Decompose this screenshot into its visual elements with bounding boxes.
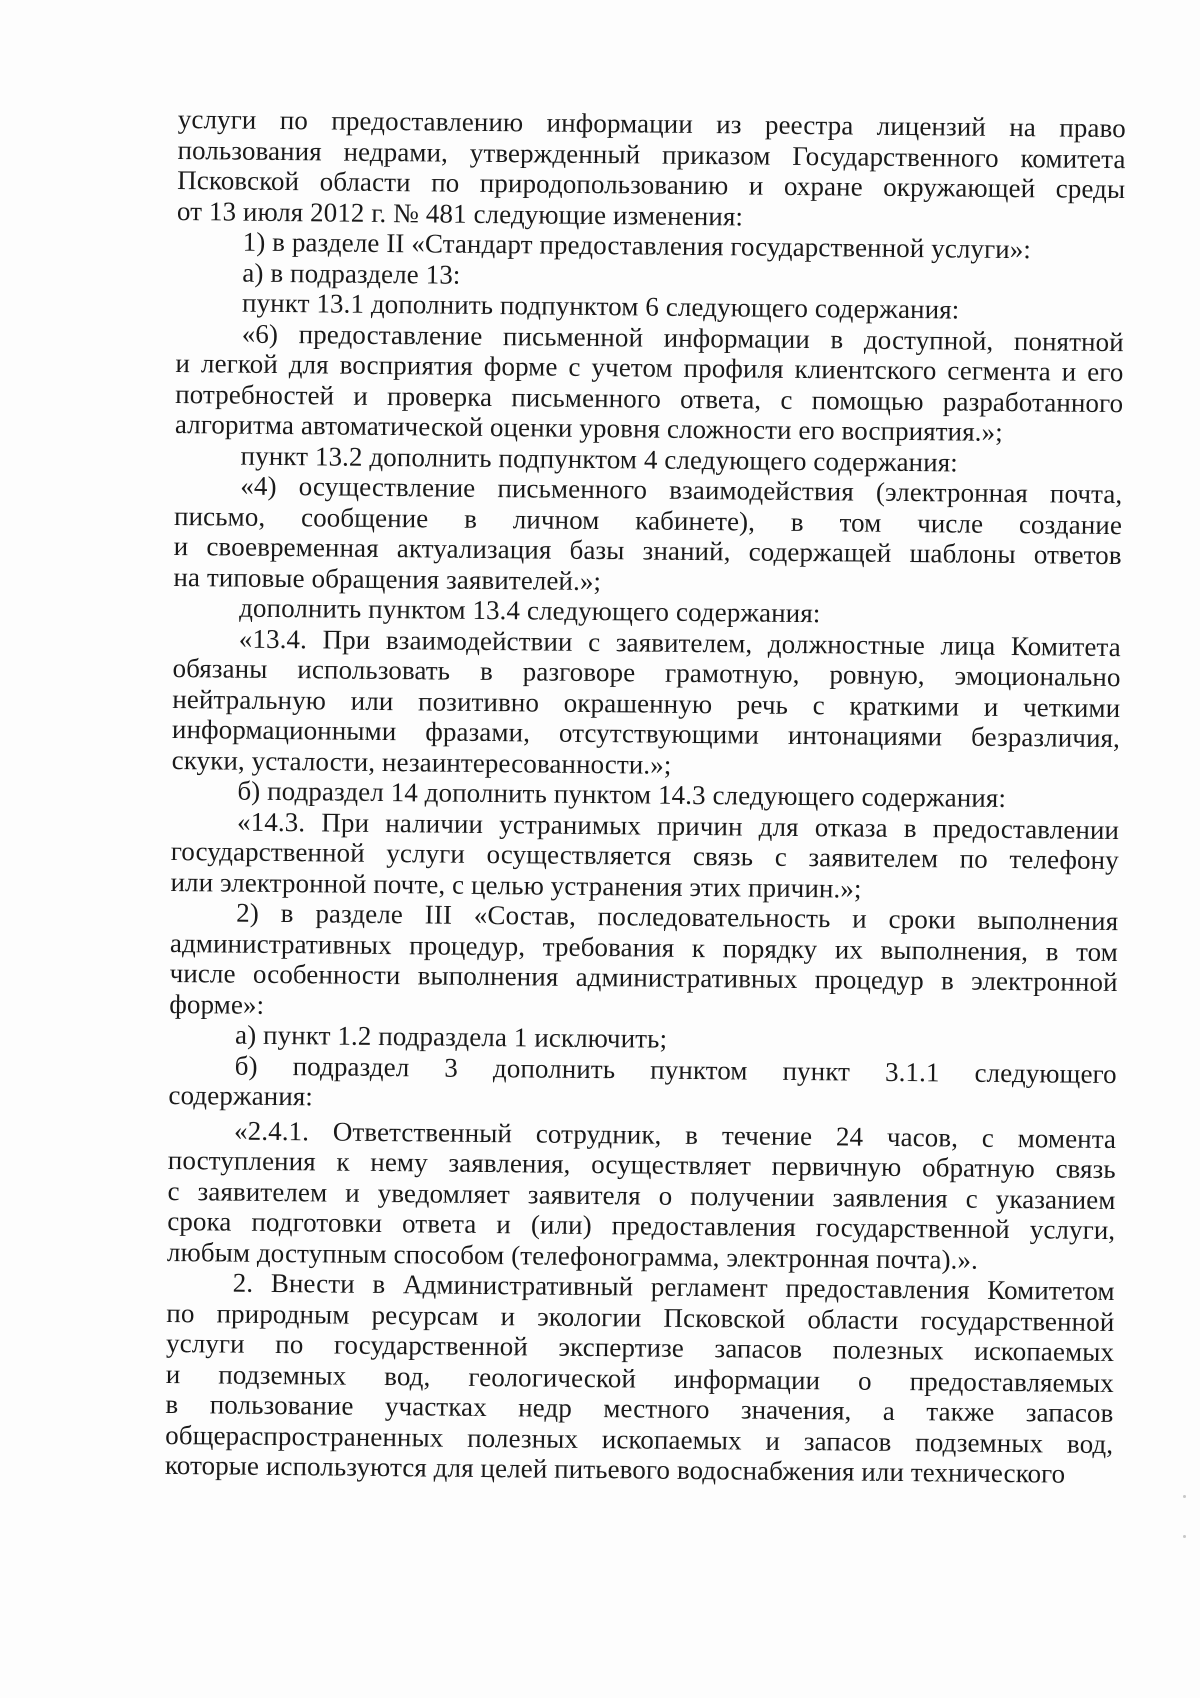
text-line: услуги по предоставлению информации из реестра лицензий на право: [177, 104, 1126, 144]
text-line: государственной услуги осуществляется связь с заявителем по телефону: [170, 835, 1119, 876]
document-body: [165, 104, 1126, 1490]
text-line: обязаны использовать в разговоре грамотную, ровную, эмоционально: [172, 652, 1121, 693]
text-line: пользования недрами, утвержденный приказом Государственного комитета: [177, 134, 1126, 174]
scan-speck: [1183, 1535, 1186, 1538]
text-line: «2.4.1. Ответственный сотрудник, в течение 24 часов, с момента: [234, 1115, 1117, 1154]
paragraph: [170, 805, 1119, 906]
text-line: по природным ресурсам и экологии Псковской области государственной: [166, 1297, 1115, 1337]
text-line: срока подготовки ответа и (или) предоставления государственной услуги,: [167, 1205, 1116, 1246]
text-line: форме»:: [169, 988, 265, 1020]
text-line: потребностей и проверка письменного ответа, с помощью разработанного: [175, 378, 1124, 418]
text-line: «6) предоставление письменной информации в доступной, понятной: [241, 318, 1124, 357]
text-line: б) подраздел 3 дополнить пунктом пункт 3.1.1 следующего: [234, 1050, 1117, 1089]
text-line: и подземных вод, геологической информации о предоставляемых: [165, 1358, 1114, 1398]
text-line: от 13 июля 2012 г. № 481 следующие изменения:: [176, 195, 744, 231]
text-line: а) в подразделе 13:: [242, 257, 461, 290]
text-line: которые используются для целей питьевого водоснабжения или технического: [164, 1449, 1066, 1489]
text-line: б) подраздел 14 дополнить пунктом 14.3 следующего содержания:: [237, 775, 1007, 813]
text-line: «14.3. При наличии устранимых причин для отказа в предоставлении: [236, 806, 1120, 845]
text-line: числе особенности выполнения административных процедур в электронной: [169, 957, 1118, 998]
paragraph: [169, 897, 1118, 1028]
paragraph: [173, 470, 1122, 601]
paragraph: [167, 1114, 1116, 1276]
text-line: «13.4. При взаимодействии с заявителем, должностные лица Комитета: [238, 623, 1121, 662]
text-line: услуги по государственной экспертизе запасов полезных ископаемых: [165, 1327, 1115, 1368]
text-line: в пользование участках недр местного значения, а также запасов: [165, 1388, 1114, 1429]
text-line: письмо, сообщение в личном кабинете), в том числе создание: [173, 500, 1123, 540]
scan-speck: [1183, 1495, 1186, 1498]
text-line: административных процедур, требования к порядку их выполнения, в том: [169, 927, 1119, 967]
text-line: и своевременная актуализация базы знаний, содержащей шаблоны ответов: [173, 530, 1122, 571]
text-line: 1) в разделе II «Стандарт предоставления государственной услуги»:: [242, 226, 1032, 265]
text-line: любым доступным способом (телефонограмма, электронная почта).».: [166, 1236, 979, 1275]
text-line: Псковской области по природопользованию и охране окружающей среды: [177, 164, 1126, 205]
text-line: содержания:: [168, 1079, 314, 1112]
text-line: а) пункт 1.2 подраздела 1 исключить;: [234, 1019, 668, 1054]
paragraph: [177, 104, 1126, 235]
text-line: пункт 13.2 дополнить подпунктом 4 следующего содержания:: [240, 440, 959, 478]
paragraph: [172, 622, 1121, 784]
text-line: или электронной почте, с целью устранения этих причин.»;: [170, 866, 862, 904]
text-line: пункт 13.1 дополнить подпунктом 6 следующего содержания:: [241, 287, 960, 325]
text-line: общераспространенных полезных ископаемых и запасов подземных вод,: [165, 1419, 1114, 1459]
text-line: «4) осуществление письменного взаимодействия (электронная почта,: [240, 470, 1123, 510]
text-line: скуки, усталости, незаинтересованности.»;: [171, 744, 672, 780]
text-line: 2) в разделе III «Состав, последовательность и сроки выполнения: [236, 897, 1119, 937]
text-line: алгоритма автоматической оценки уровня сложности его восприятия.»;: [174, 408, 1003, 447]
text-line: на типовые обращения заявителей.»;: [173, 561, 602, 596]
text-line: 2. Внести в Административный регламент предоставления Комитетом: [232, 1267, 1115, 1307]
paragraph: [175, 317, 1124, 448]
text-line: и легкой для восприятия форме с учетом профиля клиентского сегмента и его: [175, 347, 1124, 388]
text-line: с заявителем и уведомляет заявителя о получении заявления с указанием: [167, 1175, 1116, 1215]
text-line: поступления к нему заявления, осуществляет первичную обратную связь: [167, 1144, 1116, 1185]
text-line: дополнить пунктом 13.4 следующего содержания:: [239, 592, 821, 629]
text-line: информационными фразами, отсутствующими интонациями безразличия,: [171, 713, 1121, 754]
paragraph: [168, 1049, 1117, 1119]
text-line: нейтральную или позитивно окрашенную речь с краткими и четкими: [172, 683, 1121, 723]
paragraph: [165, 1267, 1115, 1490]
